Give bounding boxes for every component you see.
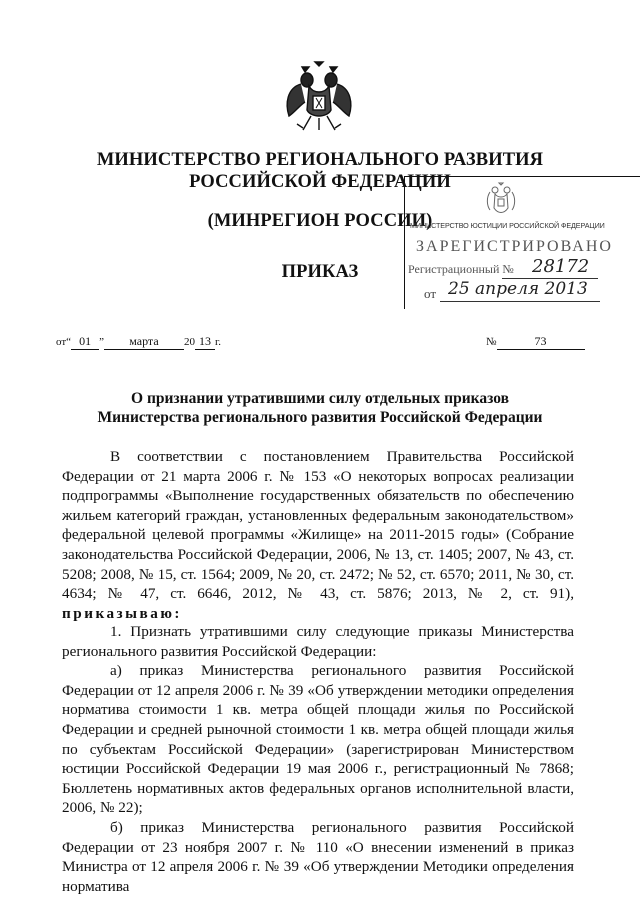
stamp-reg-number: 28172 (532, 256, 590, 277)
stamp-organization: МИНИСТЕРСТВО ЮСТИЦИИ РОССИЙСКОЙ ФЕДЕРАЦИИ (410, 221, 605, 230)
item-b-paragraph: б) приказ Министерства регионального развития Российской Федерации от 23 ноября 2007 г. № 110 «О внесении изменений в приказ Министра от 12 апреля 2006 г. № 39 «Об утверждении Методики определения норматива (62, 818, 574, 895)
order-date: от“ 01 ” марта 20 13 г. (56, 334, 221, 348)
item-a-paragraph: а) приказ Министерства регионального развития Российской Федерации от 12 апреля 2006 г. № 39 «Об утверждении методики определения норматива стоимости 1 кв. метра общей площади жилья по Российской Федерации и средней рыночной стоимости 1 кв. метра общей площади жилья по субъектам Российской Федерации» (зарегистрирован Министерством юстиции Российской Федерации 19 мая 2006 г., регистрационный № 7868; Бюллетень нормативных актов федеральных органов исполнительной власти, 2006, № 22); (62, 662, 574, 817)
stamp-reg-number-label: Регистрационный № (408, 262, 514, 276)
date-year-prefix: 20 (183, 336, 195, 348)
number-label: № (486, 336, 497, 348)
order-word: приказываю: (62, 604, 182, 622)
preamble-paragraph (62, 447, 574, 623)
document-type: ПРИКАЗ (281, 262, 359, 282)
ministry-name-line2: РОССИЙСКОЙ ФЕДЕРАЦИИ (189, 172, 451, 192)
stamp-date-prefix: от (424, 286, 437, 301)
ministry-short-name: (МИНРЕГИОН РОССИИ) (207, 211, 433, 231)
coat-of-arms-icon (283, 58, 355, 138)
date-suffix: г. (214, 336, 221, 348)
stamp-registered-label: ЗАРЕГИСТРИРОВАНО (416, 238, 613, 255)
stamp-date: 25 апреля 2013 (448, 279, 588, 299)
date-month: марта (104, 334, 184, 350)
order-number (486, 334, 585, 350)
order-title (0, 389, 640, 427)
stamp-emblem-icon (484, 182, 518, 218)
number-value: 73 (497, 334, 585, 350)
date-day: 01 (71, 334, 99, 350)
item-1-paragraph: 1. Признать утратившими силу следующие приказы Министерства регионального развития Российской Федерации: (62, 623, 574, 660)
order-body (62, 447, 574, 623)
date-prefix: от (56, 336, 67, 348)
ministry-name-line1: МИНИСТЕРСТВО РЕГИОНАЛЬНОГО РАЗВИТИЯ (96, 150, 544, 170)
preamble-text: В соответствии с постановлением Правительства Российской Федерации от 21 марта 2006 г. № 153 «О некоторых вопросах реализации подпрограммы «Выполнение государственных обязательств по обеспечению жильем категорий граждан, установленных федеральным законодательством» федеральной целевой программы «Жилище» на 2011-2015 годы» (Собрание законодательства Российской Федерации, 2006, № 13, ст. 1405; 2007, № 43, ст. 5208; 2008, № 15, ст. 1564; 2009, № 20, ст. 2472; № 52, ст. 6570; 2011, № 30, ст. 4634; № 47, ст. 6646, 2012, № 43, ст. 5876; 2013, № 2, ст. 91), (62, 448, 574, 603)
stamp-date-underline (440, 301, 600, 302)
order-items (62, 622, 574, 896)
date-year: 13 (195, 334, 215, 350)
title-line1: О признании утратившими силу отдельных приказов (131, 390, 509, 407)
title-line2: Министерства регионального развития Российской Федерации (97, 409, 543, 426)
